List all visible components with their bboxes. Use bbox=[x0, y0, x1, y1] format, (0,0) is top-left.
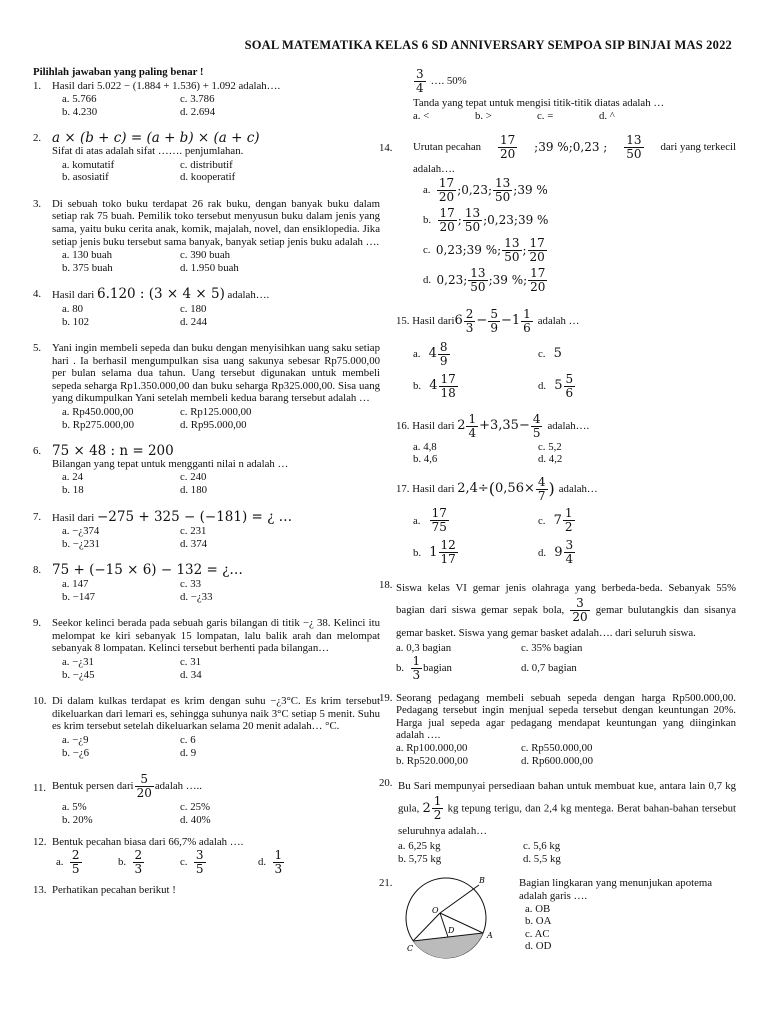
option-b[interactable]: b. −147 bbox=[62, 590, 96, 603]
question-21 bbox=[379, 875, 736, 963]
option-a[interactable]: a. komutatif bbox=[62, 158, 115, 171]
circle-svg bbox=[399, 875, 509, 959]
option-d[interactable]: d. 4,2 bbox=[538, 453, 563, 466]
question-text-tail: adalah…. bbox=[224, 289, 270, 302]
fraction: $\frac{8}{9}$ bbox=[439, 340, 448, 369]
question-4 bbox=[33, 288, 380, 328]
option-c[interactable]: c. 7 $\frac{1}{2}$ bbox=[538, 506, 573, 535]
fraction: $\frac{17}{18}$ bbox=[440, 372, 456, 401]
question-number: 2. bbox=[33, 132, 42, 145]
options-grid bbox=[413, 339, 736, 403]
question-text: Urutan pecahan bbox=[413, 141, 482, 154]
comparison-tail: …. 50% bbox=[430, 75, 467, 88]
question-number: 18. bbox=[379, 578, 393, 591]
option-c[interactable]: c. Rp550.000,00 bbox=[521, 741, 593, 754]
fraction: $\frac{5}{6}$ bbox=[565, 372, 574, 401]
fraction: $\frac{17}{75}$ bbox=[431, 506, 447, 535]
question-5 bbox=[33, 342, 380, 431]
option-c[interactable]: c. Rp125.000,00 bbox=[180, 406, 252, 419]
option-c[interactable]: c. 0,23 ; 39 % ; $\frac{13}{50}$ ; $\frac{17}{20}$ bbox=[423, 236, 545, 265]
question-7 bbox=[33, 508, 380, 551]
option-a[interactable]: a. 4 $\frac{8}{9}$ bbox=[413, 340, 448, 369]
question-14: 14. Urutan pecahan $\frac{17}{20}$ ;39 %;0,23 ; $\frac{13}{50}$ dari yang terkecil adalah…. a. $\frac{17}{20}$ ; 0,23 ; $\frac{13}{50}$ ; 39 % b. $\frac{17}{20}$ ; $\frac{13}{50}$ ; 0,23 ; 39 % c. 0,23 ; 39 % ; $\frac{13}{50}$ ; $\frac{17}{20}$ d. 0,23 ; $\frac{13}{50}$ ; 39 % ; $\frac{17}{20}$ bbox=[379, 133, 736, 295]
fraction: $\frac{12}{17}$ bbox=[440, 538, 456, 567]
option-d[interactable]: d. Rp95.000,00 bbox=[180, 418, 247, 431]
question-text: Bilangan yang tepat untuk mengganti nilai n adalah … bbox=[52, 457, 289, 470]
question-number: 21. bbox=[379, 877, 393, 890]
option-d[interactable]: d. 374 bbox=[180, 537, 207, 550]
page-title: SOAL MATEMATIKA KELAS 6 SD ANNIVERSARY SEMPOA SIP BINJAI MAS 2022 bbox=[244, 38, 732, 52]
option-d[interactable]: d. Rp600.000,00 bbox=[521, 754, 593, 767]
option-a[interactable]: a. 5% bbox=[62, 801, 87, 814]
question-15: 15. Hasil dari 6 $\frac{2}{3}$ − $\frac{5}{9}$ −1 $\frac{1}{6}$ adalah … a. 4 $\frac{8}{9}$ c. 5 b. 4 $\frac{17}{18}$ d. 5 $\frac{5}{6}$ bbox=[396, 308, 736, 403]
option-b[interactable]: b. 18 bbox=[62, 484, 84, 497]
option-a[interactable]: a. 4,8 bbox=[413, 440, 437, 453]
option-c[interactable]: c. = bbox=[537, 109, 554, 122]
instruction: Pilihlah jawaban yang paling benar ! bbox=[33, 66, 204, 78]
question-text: Hasil dari bbox=[52, 289, 97, 302]
option-c[interactable]: c. 6 bbox=[180, 733, 196, 746]
math-expression: a × (b + c) = (a + b) × (a + c) bbox=[52, 130, 260, 147]
question-text: Hasil dari bbox=[412, 419, 455, 432]
option-c[interactable]: c. distributif bbox=[180, 158, 233, 171]
question-text-tail: adalah ….. bbox=[154, 780, 202, 793]
question-text: Hasil dari bbox=[52, 511, 97, 524]
question-number: 15. bbox=[396, 314, 410, 327]
math-expression: 75 + (−15 × 6) − 132 = ¿… bbox=[52, 562, 243, 579]
option-c[interactable]: c. 240 bbox=[180, 471, 207, 484]
question-13 bbox=[33, 884, 380, 897]
question-12 bbox=[33, 836, 380, 876]
question-text: Seekor kelinci berada pada sebuah garis bilangan di titik −¿ 38. Kelinci itu melompat ke kiri sebanyak 15 lompatan, lalu balik arah dan melompat sebanyak 8 lompatan. Kelinci tersebut berhenti pada bilangan… bbox=[52, 617, 380, 655]
option-b[interactable]: b. 4 $\frac{17}{18}$ bbox=[413, 372, 456, 401]
fraction: $\frac{5}{20}$ bbox=[136, 772, 152, 801]
question-text: Yani ingin membeli sepeda dan buku dengan menyisihkan uang saku setiap hari . Ia berhasil mengumpulkan sisa uang sakunya sebesar Rp75.000,00 per bulan selama dua tahun. Uang tersebut digunakan untuk membeli sepeda seharga Rp1.350.000,00 dan buku seharga Rp325.000,00. Sisa uang yang dikumpulkan Yani setelah membeli kedua barang tersebut adalah … bbox=[52, 342, 380, 405]
fraction: $\frac{1}{2}$ bbox=[564, 506, 573, 535]
option-a[interactable]: a. 80 bbox=[62, 302, 83, 315]
option-c[interactable]: c. 231 bbox=[180, 525, 207, 538]
right-column bbox=[379, 67, 736, 963]
question-19 bbox=[379, 692, 736, 768]
option-d[interactable]: d. 9 $\frac{3}{4}$ bbox=[538, 538, 574, 567]
option-a[interactable]: a. $\frac{17}{20}$ ; 0,23 ; $\frac{13}{50}$ ; 39 % bbox=[423, 176, 548, 205]
option-d[interactable]: d. 40% bbox=[180, 813, 211, 826]
question-text: Di dalam kulkas terdapat es krim dengan suhu −¿3°C. Es krim tersebut dikeluarkan dari lemari es, sehingga suhunya naik 3°C setiap 5 menit. Suhu es krim tersebut setelah dikeluarkan selama 20 menit adalah… °C. bbox=[52, 695, 380, 733]
option-c[interactable]: c. 31 bbox=[180, 655, 201, 668]
option-a[interactable]: a. 5.766 bbox=[62, 93, 97, 106]
point-label-o: O bbox=[432, 906, 439, 916]
option-b[interactable]: b. 4.230 bbox=[62, 105, 98, 118]
option-a[interactable]: a. 6,25 kg bbox=[398, 840, 441, 853]
option-a[interactable]: a. < bbox=[413, 109, 430, 122]
question-11 bbox=[33, 773, 380, 826]
question-text-tail: adalah…. bbox=[547, 419, 590, 432]
option-d[interactable]: d. −¿33 bbox=[180, 590, 213, 603]
question-text: Sifat di atas adalah sifat ……. penjumlahan. bbox=[52, 144, 244, 157]
option-c[interactable]: c. AC bbox=[525, 927, 550, 940]
option-d[interactable]: d. OD bbox=[525, 940, 552, 953]
option-d[interactable]: d. 9 bbox=[180, 746, 197, 759]
option-b[interactable]: b. −¿45 bbox=[62, 668, 95, 681]
fraction: $\frac{13}{50}$ bbox=[495, 176, 511, 205]
option-b[interactable]: b. $\frac{17}{20}$ ; $\frac{13}{50}$ ; 0,23 ; 39 % bbox=[423, 206, 549, 235]
option-d[interactable]: d. 0,23 ; $\frac{13}{50}$ ; 39 % ; $\frac{17}{20}$ bbox=[423, 266, 546, 295]
option-a[interactable]: a. $\frac{17}{75}$ bbox=[413, 506, 447, 535]
math-expression: 75 × 48 : n = 200 bbox=[52, 443, 174, 460]
option-a[interactable]: a. 147 bbox=[62, 578, 89, 590]
mixed-number: 2 $\frac{1}{2}$ bbox=[422, 794, 442, 823]
question-number: 1. bbox=[33, 79, 42, 92]
option-d[interactable]: d. ^ bbox=[599, 109, 615, 122]
question-number: 14. bbox=[379, 142, 393, 155]
fraction: $\frac{3}{4}$ bbox=[565, 538, 574, 567]
option-b[interactable]: b. −¿6 bbox=[62, 746, 90, 759]
question-text: Bu Sari mempunyai persediaan bahan untuk membuat kue, antara lain 0,7 kg gula, bbox=[398, 780, 736, 815]
option-d[interactable]: d. kooperatif bbox=[180, 171, 236, 184]
option-d[interactable]: d. 244 bbox=[180, 315, 207, 328]
option-b[interactable]: b. 102 bbox=[62, 315, 89, 328]
question-text: Tanda yang tepat untuk mengisi titik-titik diatas adalah … bbox=[413, 97, 665, 109]
point-label-d: D bbox=[448, 926, 455, 936]
option-a[interactable]: a. 130 buah bbox=[62, 249, 113, 262]
options-grid bbox=[413, 505, 736, 569]
question-text: Di sebuah toko buku terdapat 26 rak buku, dengan banyak buku dalam setiap rak 75 buah. Pemilik toko tersebut menyusun buku dalam jenis yang sama, yaitu buku cerita anak, komik, majalah, novel, dan ensiklopedia. Jika setiap jenis buku tersebut sama banyak, banyak setiap jenis buku adalah …. bbox=[52, 197, 380, 248]
question-number: 4. bbox=[33, 288, 42, 301]
option-d[interactable]: d. 5,5 kg bbox=[523, 852, 561, 865]
question-text: Hasil dari bbox=[412, 483, 455, 496]
question-number: 17. bbox=[396, 483, 410, 496]
option-b[interactable]: b. $\frac{1}{3}$ bagian bbox=[396, 653, 452, 682]
question-number: 6. bbox=[33, 445, 42, 458]
math-expression: −275 + 325 − (−181) = ¿ … bbox=[96, 508, 293, 525]
option-c[interactable]: c. 25% bbox=[180, 801, 210, 814]
question-text-tail: kg tepung terigu, dan 2,4 kg mentega. Berat bahan-bahan tersebut seluruhnya adalah… bbox=[398, 802, 736, 838]
question-16: 16. Hasil dari 2 $\frac{1}{4}$ +3,35− $\frac{4}{5}$ adalah…. a. 4,8 c. 5,2 b. 4,6 d. 4,2 bbox=[396, 413, 736, 466]
option-b[interactable]: b. $\frac{2}{3}$ bbox=[118, 847, 143, 876]
option-a[interactable]: a. 0,3 bagian bbox=[396, 641, 452, 654]
question-text: Bentuk pecahan biasa dari 66,7% adalah …. bbox=[52, 836, 244, 849]
question-18 bbox=[379, 579, 736, 682]
option-b[interactable]: b. 5,75 kg bbox=[398, 852, 442, 865]
fraction: $\frac{13}{50}$ bbox=[464, 206, 481, 235]
left-column bbox=[33, 66, 380, 897]
option-b[interactable]: b. Rp275.000,00 bbox=[62, 418, 134, 431]
question-number: 3. bbox=[33, 197, 42, 210]
option-d[interactable]: d. 0,7 bagian bbox=[521, 661, 577, 674]
question-2 bbox=[33, 132, 380, 183]
option-a[interactable]: a. −¿9 bbox=[62, 733, 89, 746]
option-b[interactable]: b. Rp520.000,00 bbox=[396, 754, 468, 767]
question-text: Bentuk persen dari bbox=[52, 780, 134, 793]
fraction: $\frac{13}{50}$ bbox=[470, 266, 486, 295]
question-text-tail: gemar bulutangkis dan sisanya gemar basket. Siswa yang gemar basket adalah…. dari seluruh siswa. bbox=[396, 603, 736, 639]
fraction: $\frac{17}{20}$ bbox=[438, 176, 455, 205]
question-number: 8. bbox=[33, 564, 42, 577]
option-c[interactable]: c. 33 bbox=[180, 578, 201, 590]
option-a[interactable]: a. $\frac{2}{5}$ bbox=[56, 847, 80, 876]
question-3 bbox=[33, 198, 380, 275]
question-text: Hasil dari bbox=[412, 314, 455, 327]
fraction: $\frac{13}{50}$ bbox=[504, 236, 520, 265]
option-a[interactable]: a. −¿31 bbox=[62, 655, 94, 668]
option-b[interactable]: b. 1 $\frac{12}{17}$ bbox=[413, 538, 456, 567]
question-number: 7. bbox=[33, 510, 42, 523]
question-text: Siswa kelas VI gemar jenis olahraga yang berbeda-beda. Sebanyak 55% bagian dari siswa gemar sepak bola, bbox=[396, 581, 736, 616]
option-d[interactable]: d. 2.694 bbox=[180, 105, 216, 118]
option-b[interactable]: b. OA bbox=[525, 915, 552, 928]
fraction: $\frac{17}{20}$ bbox=[529, 236, 545, 265]
option-a[interactable]: a. Rp100.000,00 bbox=[396, 741, 468, 754]
option-c[interactable]: c. 180 bbox=[180, 302, 207, 315]
question-8 bbox=[33, 564, 380, 603]
question-text: Perhatikan pecahan berikut ! bbox=[52, 883, 176, 896]
option-c[interactable]: c. 35% bagian bbox=[521, 641, 583, 654]
question-9 bbox=[33, 617, 380, 681]
question-number: 9. bbox=[33, 617, 42, 630]
question-number: 19. bbox=[379, 691, 393, 704]
option-d[interactable]: d. 1.950 buah bbox=[180, 261, 239, 274]
option-b[interactable]: b. −¿231 bbox=[62, 537, 100, 550]
option-a[interactable]: a. Rp450.000,00 bbox=[62, 406, 134, 419]
question-number: 16. bbox=[396, 419, 410, 432]
option-b[interactable]: b. asosiatif bbox=[62, 171, 109, 184]
question-1 bbox=[33, 80, 380, 119]
question-text-line2: adalah…. bbox=[413, 163, 455, 176]
question-10 bbox=[33, 695, 380, 759]
option-c[interactable]: c. 5,6 kg bbox=[523, 840, 561, 853]
question-text: Bagian lingkaran yang menunjukan apotema adalah garis …. bbox=[519, 877, 713, 902]
option-c[interactable]: c. $\frac{3}{5}$ bbox=[180, 847, 204, 876]
option-b[interactable]: b. 375 buah bbox=[62, 261, 113, 274]
question-text-tail: adalah… bbox=[558, 483, 598, 496]
question-number: 10. bbox=[33, 695, 47, 708]
question-number: 13. bbox=[33, 883, 47, 896]
question-20 bbox=[379, 777, 736, 865]
point-label-a: A bbox=[487, 931, 493, 941]
option-d[interactable]: d. $\frac{1}{3}$ bbox=[258, 847, 283, 876]
question-number: 11. bbox=[33, 782, 47, 795]
option-c[interactable]: c. 3.786 bbox=[180, 93, 215, 106]
question-text: Hasil dari 5.022 − (1.884 + 1.536) + 1.092 adalah…. bbox=[52, 79, 281, 92]
question-6 bbox=[33, 445, 380, 496]
option-d[interactable]: d. 34 bbox=[180, 668, 202, 681]
question-number: 12. bbox=[33, 836, 47, 849]
option-a[interactable]: a. 24 bbox=[62, 471, 83, 484]
option-d[interactable]: d. 180 bbox=[180, 484, 207, 497]
option-c[interactable]: c. 5,2 bbox=[538, 440, 562, 453]
option-b[interactable]: b. > bbox=[475, 109, 492, 122]
options-list bbox=[413, 176, 736, 296]
fraction: $\frac{17}{20}$ bbox=[439, 206, 455, 235]
option-a[interactable]: a. −¿374 bbox=[62, 525, 100, 538]
fraction: $\frac{3}{20}$ bbox=[572, 595, 588, 624]
point-label-c: C bbox=[407, 944, 414, 954]
option-b[interactable]: b. 4,6 bbox=[413, 453, 438, 466]
option-c[interactable]: c. 390 buah bbox=[180, 249, 231, 262]
question-13-continued bbox=[396, 68, 736, 122]
question-text-tail: adalah … bbox=[537, 314, 580, 327]
question-text: Seorang pedagang membeli sebuah sepeda dengan harga Rp500.000,00. Pedagang tersebut ingin menjual sepeda tersebut dengan keuntungan 20%. Harga jual sepeda agar pedagang mendapat keuntungan yang diinginkan adalah …. bbox=[396, 691, 736, 742]
fraction: $\frac{3}{4}$ bbox=[416, 67, 424, 95]
question-number: 20. bbox=[379, 777, 393, 790]
option-d[interactable]: d. 5 $\frac{5}{6}$ bbox=[538, 372, 574, 401]
fraction: $\frac{17}{20}$ bbox=[530, 266, 546, 295]
point-label-b: B bbox=[479, 876, 485, 886]
circle-diagram bbox=[399, 875, 509, 957]
option-b[interactable]: b. 20% bbox=[62, 813, 93, 826]
question-text-tail: dari yang terkecil bbox=[660, 141, 736, 154]
option-c[interactable]: c. 5 bbox=[538, 346, 562, 362]
question-number: 5. bbox=[33, 342, 42, 355]
option-a[interactable]: a. OB bbox=[525, 902, 551, 915]
math-expression: 6.120 : (3 × 4 × 5) bbox=[96, 286, 225, 303]
question-17: 17. Hasil dari 2,4÷ ( 0,56× $\frac{4}{7}$ ) adalah… a. $\frac{17}{75}$ c. 7 $\frac{1}{2}$ b. 1 $\frac{12}{17}$ d. 9 $\frac{3}{4}$ bbox=[396, 476, 736, 569]
